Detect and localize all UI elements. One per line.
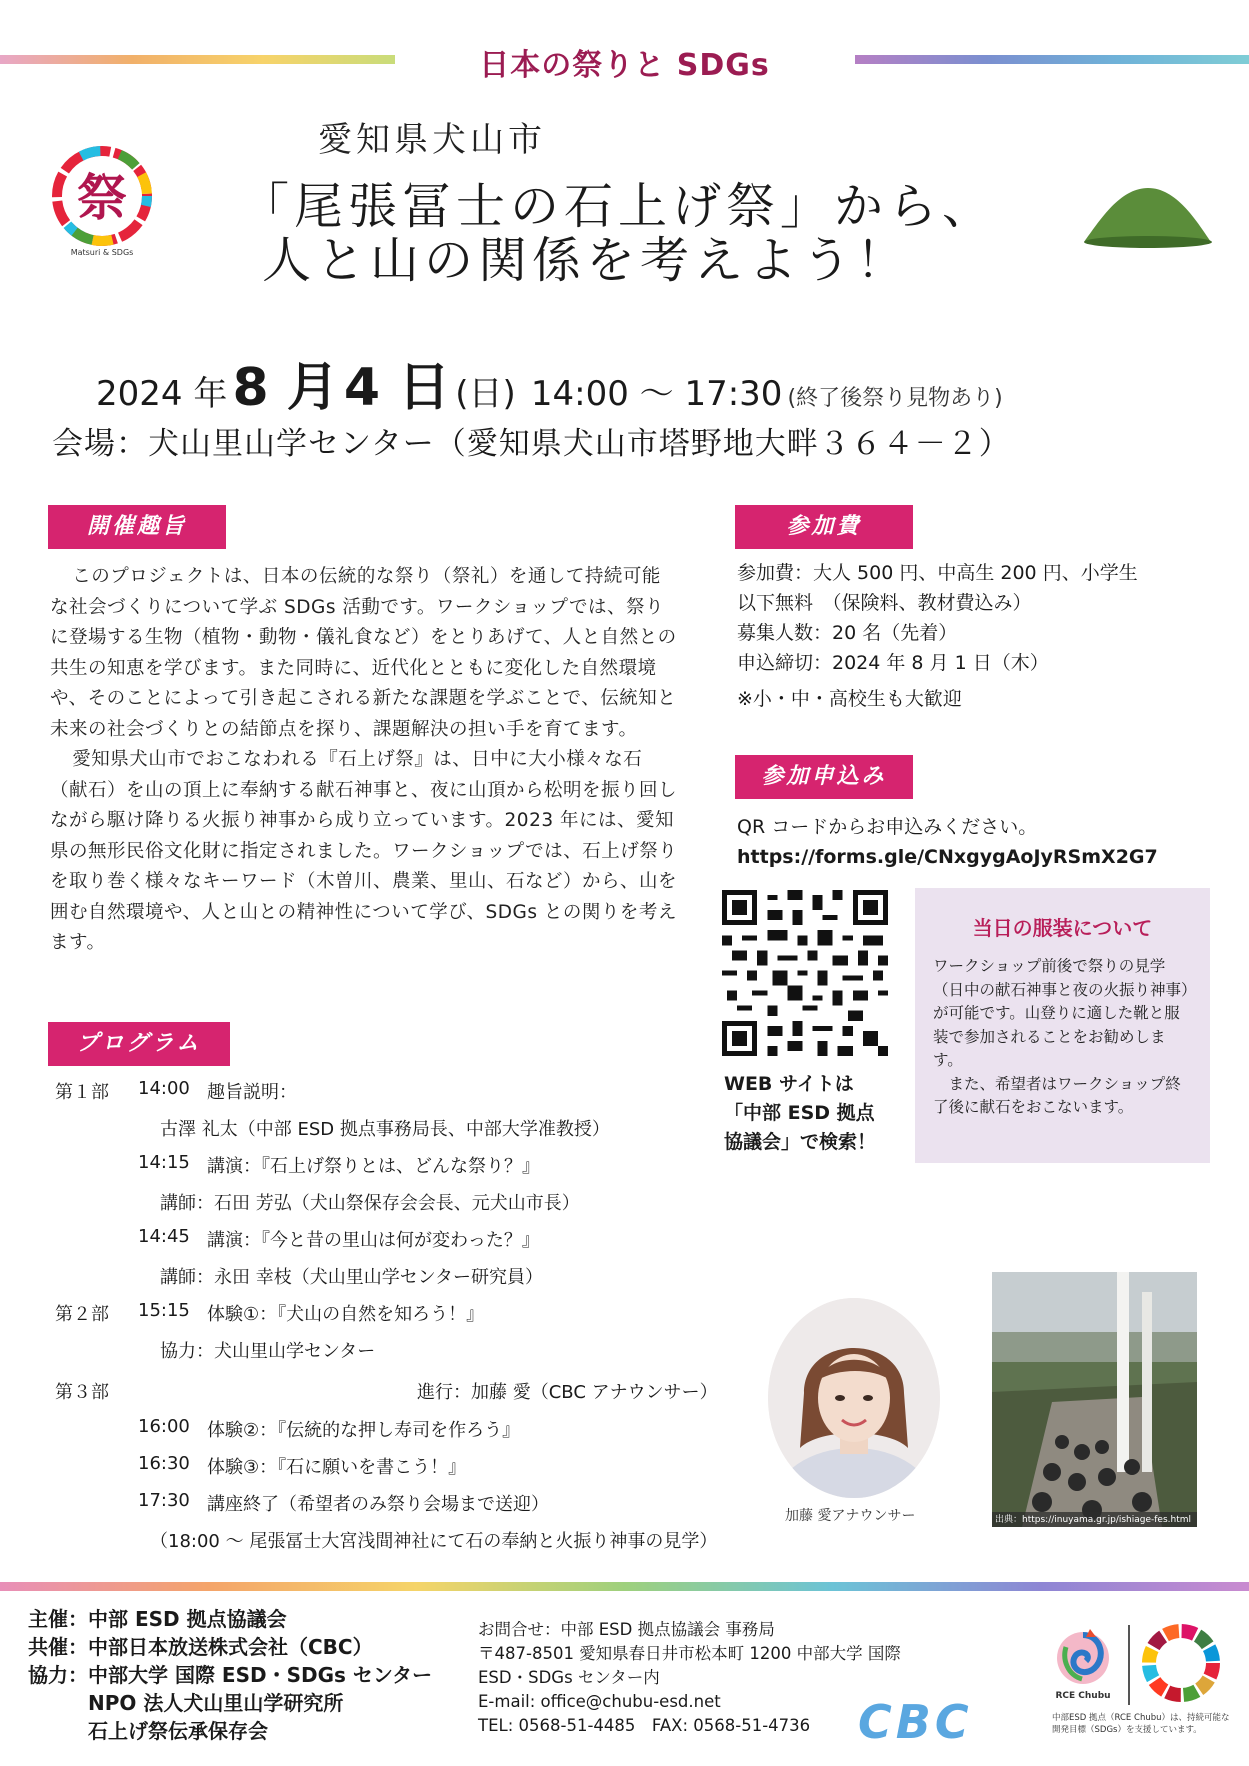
fee-info [737,558,1217,714]
apply-url-link[interactable]: https://forms.gle/CNxgygAoJyRSmX2G7 [737,846,1158,868]
program-item: 講師：石田 芳弘（犬山祭保存会会長、元犬山市長） [160,1193,580,1214]
logo-divider [1128,1625,1130,1705]
city-name: 愛知県犬山市 [318,120,546,160]
apply-instruction: QR コードからお申込みください。 [737,816,1038,838]
program-item: 講演：『今と昔の里山は何が変わった？』 [207,1230,540,1251]
dress-code-title: 当日の服装について [972,916,1153,940]
dress-code-box [915,888,1210,1163]
program-item: 体験③：『石に願いを書こう！』 [207,1457,467,1478]
program-item: 趣旨説明： [207,1082,297,1103]
contact-email-link[interactable]: E-mail: office@chubu-esd.net [478,1692,721,1711]
sdgs-wheel-icon [1140,1622,1222,1704]
logo-character: 祭 [77,169,127,227]
welcome-line: ※小・中・高校生も大歓迎 [737,688,962,710]
capacity-line: 募集人数：20 名（先着） [737,622,958,644]
cooperation-line: 石上げ祭伝承保存会 [28,1719,268,1743]
program-time: 17:30 [138,1490,190,1511]
apply-info [737,812,1217,872]
festival-photo [992,1272,1197,1527]
festival-caption: 出典：https://inuyama.gr.jp/ishiage-fes.html [995,1515,1192,1525]
mountain-illustration [1080,180,1215,250]
date-year: 2024 年 [96,374,228,414]
program-item: 講座終了（希望者のみ祭り会場まで送迎） [207,1494,549,1515]
sdgs-wheel-logo [1140,1622,1222,1704]
deadline-line: 申込締切：2024 年 8 月 1 日（木） [737,652,1049,674]
program-item: 進行：加藤 愛（CBC アナウンサー） [417,1382,718,1403]
announcer-portrait-icon [768,1298,940,1498]
program-item: （18:00 〜 尾張冨士大宮浅間神社にて石の奉納と火振り神事の見学） [150,1531,718,1552]
program-time: 14:45 [138,1226,190,1247]
cooperation-line: 協力：中部大学 国際 ESD・SDGs センター [28,1663,433,1687]
purpose-paragraph-1: このプロジェクトは、日本の伝統的な祭り（祭礼）を通して持続可能な社会づくりについて学ぶ SDGs 活動です。ワークショップでは、祭りに登場する生物（植物・動物・儀礼食など）をとりあげて、人と自然との共生の知恵を学びます。また同時に、近代化とともに変化した自然環境や、そのことによって引き起こされる新たな課題を学ぶことで、伝統知と未来の社会づくりとの結節点を探り、課題解決の担い手を育てます。 [50,566,677,740]
organizer-line: 主催：中部 ESD 拠点協議会 [28,1607,287,1631]
organizers [28,1605,432,1745]
purpose-heading: 開催趣旨 [48,505,226,549]
date-time: 14:00 〜 17:30 [530,374,783,414]
bottom-gradient [0,1582,1249,1591]
program-item: 講師：永田 幸枝（犬山里山学センター研究員） [160,1267,543,1288]
fee-line: 参加費：大人 500 円、中高生 200 円、小学生 [737,562,1138,584]
cbc-logo: CBC [858,1695,973,1749]
rce-swirl-icon [1052,1625,1114,1687]
festival-scene-icon [992,1272,1197,1527]
date-month: 8 月 [232,358,339,418]
mountain-icon [1080,180,1215,250]
program-time: 14:00 [138,1078,190,1099]
event-date [96,345,1003,420]
program-heading: プログラム [48,1022,230,1066]
cooperation-line: NPO 法人犬山里山学研究所 [28,1691,344,1715]
fee-heading: 参加費 [735,505,913,549]
program-time: 15:15 [138,1300,190,1321]
announcer-caption: 加藤 愛アナウンサー [785,1508,916,1524]
program-item: 体験②：『伝統的な押し寿司を作ろう』 [207,1420,521,1441]
apply-heading: 参加申込み [735,755,913,799]
qr-code-icon [722,890,888,1056]
program-item: 講演：『石上げ祭りとは、どんな祭り？』 [207,1156,540,1177]
date-weekday: (日) [455,374,516,414]
dress-code-body: ワークショップ前後で祭りの見学（日中の献石神事と夜の火振り神事）が可能です。山登りに適した靴と服装で参加されることをお勧めします。 また、希望者はワークショップ終了後に献石をおこないます。 [933,957,1189,1116]
logo-caption: Matsuri & SDGs [70,248,134,257]
program-time: 14:15 [138,1152,190,1173]
series-title: 日本の祭りと SDGs [479,48,770,83]
announcer-photo [768,1298,940,1498]
co-organizer-line: 共催：中部日本放送株式会社（CBC） [28,1635,373,1659]
title-line-1: 「尾張冨士の石上げ祭」から、 [240,178,997,235]
program-item: 体験①：『犬山の自然を知ろう！』 [207,1304,485,1325]
date-note: (終了後祭り見物あり) [787,386,1003,411]
purpose-paragraph-2: 愛知県犬山市でおこなわれる『石上げ祭』は、日中に大小様々な石（献石）を山の頂上に奉納する献石神事と、夜に山頂から松明を振り回しながら駆け降りる火振り神事から成り立っています。2023 年には、愛知県の無形民俗文化財に指定されました。ワークショップでは、石上げ祭りを取り巻く様々なキーワード（木曽川、農業、里山、石など）から、山を囲む自然環境や、人と山との精神性について学び、SDGs との関りを考えます。 [50,749,678,953]
fee-line: 以下無料 （保険料、教材費込み） [737,592,1032,614]
title-line-2: 人と山の関係を考えよう！ [262,232,911,289]
program-item: 協力：犬山里山学センター [160,1341,376,1362]
website-search-hint: WEB サイトは 「中部 ESD 拠点 協議会」で検索！ [724,1073,877,1153]
rce-note: 中部ESD 拠点（RCE Chubu）は、持続可能な開発目標（SDGs）を支援しています。 [1052,1713,1230,1735]
rce-label: RCE Chubu [1055,1691,1111,1701]
qr-code[interactable] [722,890,888,1056]
matsuri-sdgs-logo [42,140,162,260]
program-row: 第１部 [55,1082,109,1103]
program-part: 第２部 [55,1304,109,1325]
purpose-text [50,562,678,959]
program-part: 第３部 [55,1382,109,1403]
date-day: 4 日 [343,358,451,418]
program-time: 16:30 [138,1453,190,1474]
contact-phone: TEL: 0568-51-4485 FAX: 0568-51-4736 [478,1716,811,1735]
program-item: 古澤 礼太（中部 ESD 拠点事務局長、中部大学准教授） [160,1119,610,1140]
contact-info: お問合せ：中部 ESD 拠点協議会 事務局 〒487-8501 愛知県春日井市松本町 1200 中部大学 国際 ESD・SDGs センター内 E-mail: office@chubu-esd.net TEL: 0568-51-4485 FAX: 0568-51-4736 [478,1618,901,1738]
rce-chubu-logo [1052,1625,1114,1705]
venue: 会場：犬山里山学センター（愛知県犬山市塔野地大畔３６４－２） [52,426,1011,462]
program-time: 16:00 [138,1416,190,1437]
